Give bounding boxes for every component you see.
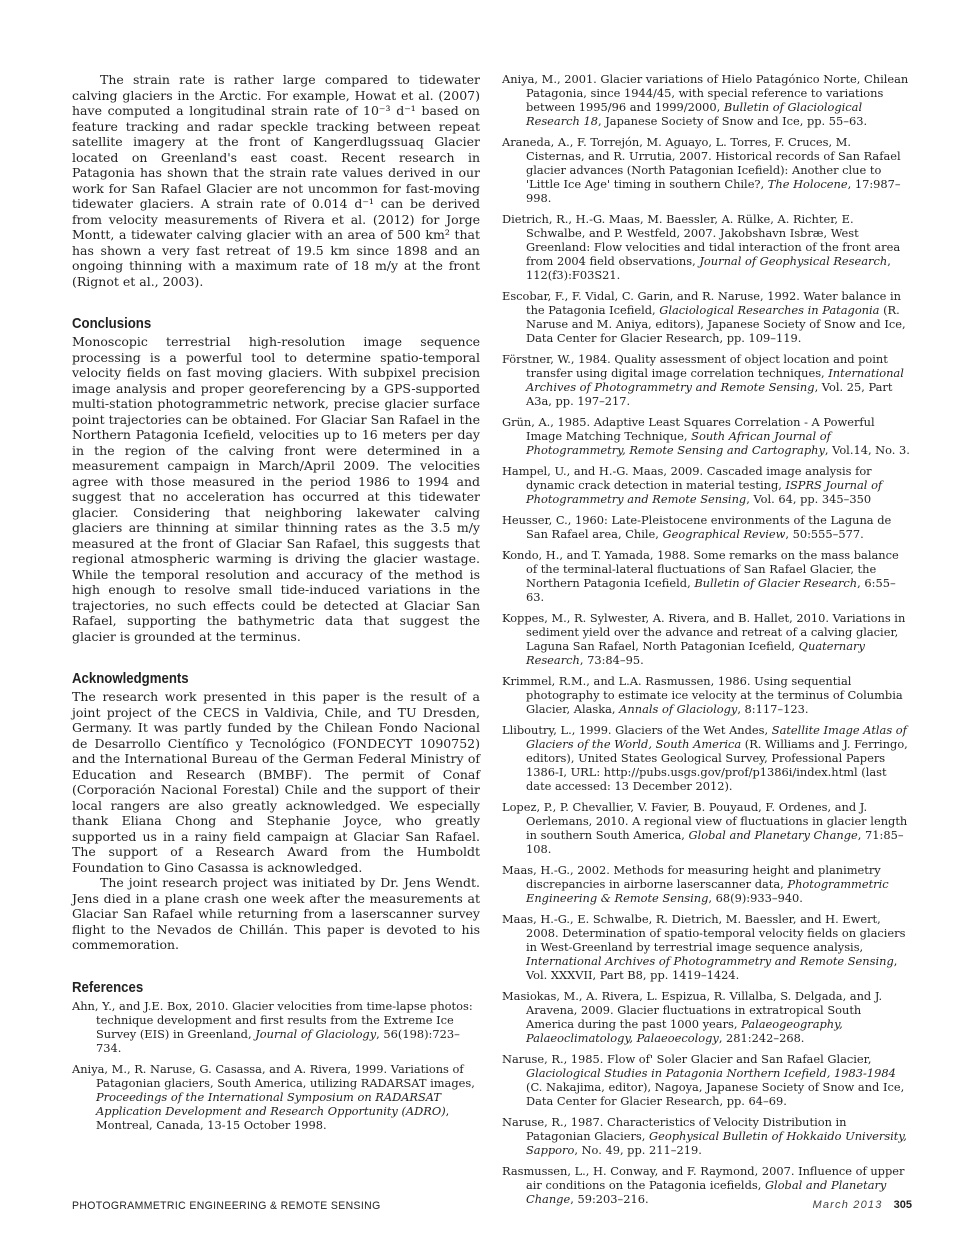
reference-entry: Dietrich, R., H.-G. Maas, M. Baessler, A. Rülke, A. Richter, E. Schwalbe, and P. Westfeld, 2007. Jakobshavn Isbræ, West Greenland: Flow velocities and tidal interaction of the front area from 2004 field observations, Journal of Geophysical Research, 112(f3):F03S21. — [502, 212, 901, 282]
reference-entry: Araneda, A., F. Torrejón, M. Aguayo, L. Torres, F. Cruces, M. Cisternas, and R. Urrutia, 2007. Historical records of San Rafael glacier advances (North Patagonian Icefield): Another clue to 'Little Ice Age' timing in southern Chile?, The Holocene, 17:987–998. — [502, 135, 901, 205]
reference-entry: Heusser, C., 1960: Late-Pleistocene environments of the Laguna de San Rafael area, Chile, Geographical Review, 50:555–577. — [502, 513, 892, 541]
acknowledgments-paragraph: The research work presented in this paper is the result of a joint project of the CECS in Valdivia, Chile, and TU Dresden, Germany. It was partly funded by the Chilean Fondo Nacional de Desarrollo Científico y Tecnológico (FONDECYT 1090752) and the International Bureau of the German Federal Ministry of Education and Research (BMBF). The permit of Conaf (Corporación Nacional Forestal) Chile and the support of their local rangers are also greatly acknowledged. We especially thank Eliana Chong and Stephanie Joyce, who greatly supported us in a rainy field campaign at Glaciar San Rafael. The support of a Research Award from the Humboldt Foundation to Gino Casassa is acknowledged. — [72, 689, 480, 875]
page-footer-right — [812, 1199, 912, 1211]
reference-entry: Lliboutry, L., 1999. Glaciers of the Wet Andes, Satellite Image Atlas of Glaciers of the World, South America (R. Williams and J. Ferringo, editors), United States Geological Survey, Professional Papers 1386-I, URL: http://pubs.usgs.gov/prof/p1386i/index.html (last date accessed: 13 December 2012). — [502, 723, 908, 793]
reference-entry: Förstner, W., 1984. Quality assessment of object location and point transfer using digital image correlation techniques, International Archives of Photogrammetry and Remote Sensing, Vol. 25, Part A3a, pp. 197–217. — [502, 352, 904, 408]
reference-entry: Lopez, P., P. Chevallier, V. Favier, B. Pouyaud, F. Ordenes, and J. Oerlemans, 2010. A regional view of fluctuations in glacier length in southern South America, Global and Planetary Change, 71:85–108. — [502, 800, 908, 856]
reference-entry: Kondo, H., and T. Yamada, 1988. Some remarks on the mass balance of the terminal-lateral fluctuations of San Rafael Glacier, the Northern Patagonia Icefield, Bulletin of Glacier Research, 6:55–63. — [502, 548, 899, 604]
reference-entry: Naruse, R., 1987. Characteristics of Velocity Distribution in Patagonian Glaciers, Geophysical Bulletin of Hokkaido University, Sapporo, No. 49, pp. 211–219. — [502, 1115, 907, 1157]
references-list-right — [502, 72, 912, 1206]
references-heading: References — [72, 978, 144, 996]
reference-entry: Ahn, Y., and J.E. Box, 2010. Glacier velocities from time-lapse photos: technique development and first results from the Extreme Ice Survey (EIS) in Greenland, Journal of Glaciology, 56(198):723–734. — [72, 998, 473, 1055]
reference-entry: Grün, A., 1985. Adaptive Least Squares Correlation - A Powerful Image Matching Technique, South African Journal of Photogrammetry, Remote Sensing and Cartography, Vol.14, No. 3. — [502, 415, 910, 457]
right-column — [502, 72, 912, 1213]
reference-entry: Maas, H.-G., 2002. Methods for measuring height and planimetry discrepancies in airborne laserscanner data, Photogrammetric Engineering & Remote Sensing, 68(9):933–940. — [502, 863, 889, 905]
conclusions-paragraph: Monoscopic terrestrial high-resolution image sequence processing is a powerful tool to determine spatio-temporal velocity fields on fast moving glaciers. With subpixel precision image analysis and proper georeferencing by a GPS-supported multi-station photogrammetric network, precise glacier surface point trajectories can be obtained. For Glaciar San Rafael in the Northern Patagonia Icefield, velocities up to 16 meters per day in the region of the calving front were determined in a measurement campaign in March/April 2009. The velocities agree with those measured in the period 1986 to 1994 and suggest that no acceleration has occurred at this tidewater glacier. Considering that neighboring lakewater calving glaciers are thinning at similar thinning rates as the 3.5 m/y measured at the front of Glaciar San Rafael, this suggests that regional atmospheric warming is driving the glacier wastage. While the temporal resolution and accuracy of the method is high enough to resolve small tide-induced variations in the trajectories, no such effects could be detected at Glaciar San Rafael, supporting the bathymetric data that suggest the glacier is grounded at the terminus. — [72, 334, 480, 644]
reference-entry: Aniya, M., 2001. Glacier variations of Hielo Patagónico Norte, Chilean Patagonia, since 1944/45, with special reference to variations between 1995/96 and 1999/2000, Bulletin of Glaciological Research 18, Japanese Society of Snow and Ice, pp. 55–63. — [502, 72, 909, 128]
page-number: 305 — [893, 1199, 912, 1211]
reference-entry: Escobar, F., F. Vidal, C. Garin, and R. Naruse, 1992. Water balance in the Patagonia Icefield, Glaciological Researches in Patagonia (R. Naruse and M. Aniya, editors), Japanese Society of Snow and Ice, Data Center for Glacier Research, pp. 109–119. — [502, 289, 906, 345]
references-list-left — [72, 999, 480, 1132]
reference-entry: Krimmel, R.M., and L.A. Rasmussen, 1986. Using sequential photography to estimate ice velocity at the terminus of Columbia Glacier, Alaska, Annals of Glaciology, 8:117–123. — [502, 674, 903, 716]
issue-month: March 2013 — [812, 1199, 883, 1211]
strain-rate-paragraph: The strain rate is rather large compared to tidewater calving glaciers in the Arctic. For example, Howat et al. (2007) have computed a longitudinal strain rate of 10⁻³ d⁻¹ based on feature tracking and radar speckle tracking between repeat satellite imagery at the front of Kangerdlugssuaq Glacier located on Greenland's east coast. Recent research in Patagonia has shown that the strain rate values derived in our work for San Rafael Glacier are not uncommon for fast-moving tidewater glaciers. A strain rate of 0.014 d⁻¹ can be derived from velocity measurements of Rivera et al. (2012) for Jorge Montt, a tidewater calving glacier with an area of 500 km² that has shown a very fast retreat of 19.5 km since 1898 and an ongoing thinning with a maximum rate of 18 m/y at the front (Rignot et al., 2003). — [72, 72, 480, 289]
reference-entry: Koppes, M., R. Sylwester, A. Rivera, and B. Hallet, 2010. Variations in sediment yield over the advance and retreat of a calving glacier, Laguna San Rafael, North Patagonian Icefield, Quaternary Research, 73:84–95. — [502, 611, 906, 667]
reference-entry: Aniya, M., R. Naruse, G. Casassa, and A. Rivera, 1999. Variations of Patagonian glaciers, South America, utilizing RADARSAT images, Proceedings of the International Symposium on RADARSAT Application Development and Research Opportunity (ADRO), Montreal, Canada, 13-15 October 1998. — [72, 1061, 475, 1132]
conclusions-heading: Conclusions — [72, 315, 152, 332]
reference-entry: Rasmussen, L., H. Conway, and F. Raymond, 2007. Influence of upper air conditions on the Patagonia icefields, Global and Planetary Change, 59:203–216. — [502, 1164, 905, 1206]
acknowledgments-heading: Acknowledgments — [72, 670, 189, 687]
journal-name-footer: PHOTOGRAMMETRIC ENGINEERING & REMOTE SENSING — [72, 1200, 381, 1212]
reference-entry: Masiokas, M., A. Rivera, L. Espizua, R. Villalba, S. Delgada, and J. Aravena, 2009. Glacier fluctuations in extratropical South America during the past 1000 years, Palaeogeography, Palaeoclimatology, Palaeoecology, 281:242–268. — [502, 989, 883, 1045]
reference-entry: Hampel, U., and H.-G. Maas, 2009. Cascaded image analysis for dynamic crack detection in material testing, ISPRS Journal of Photogrammetry and Remote Sensing, Vol. 64, pp. 345–350 — [502, 464, 883, 506]
reference-entry: Naruse, R., 1985. Flow of' Soler Glacier and San Rafael Glacier, Glaciological Studies in Patagonia Northern Icefield, 1983-1984 (C. Nakajima, editor), Nagoya, Japanese Society of Snow and Ice, Data Center for Glacier Research, pp. 64–69. — [502, 1052, 905, 1108]
reference-entry: Maas, H.-G., E. Schwalbe, R. Dietrich, M. Baessler, and H. Ewert, 2008. Determination of spatio-temporal velocity fields on glaciers in West-Greenland by terrestrial image sequence analysis, International Archives of Photogrammetry and Remote Sensing, Vol. XXXVII, Part B8, pp. 1419–1424. — [502, 912, 906, 982]
dedication-paragraph: The joint research project was initiated by Dr. Jens Wendt. Jens died in a plane crash one week after the measurements at Glaciar San Rafael while returning from a laserscanner survey flight to the Nevados de Chillán. This paper is devoted to his commemoration. — [72, 875, 480, 952]
left-column — [72, 72, 480, 1139]
